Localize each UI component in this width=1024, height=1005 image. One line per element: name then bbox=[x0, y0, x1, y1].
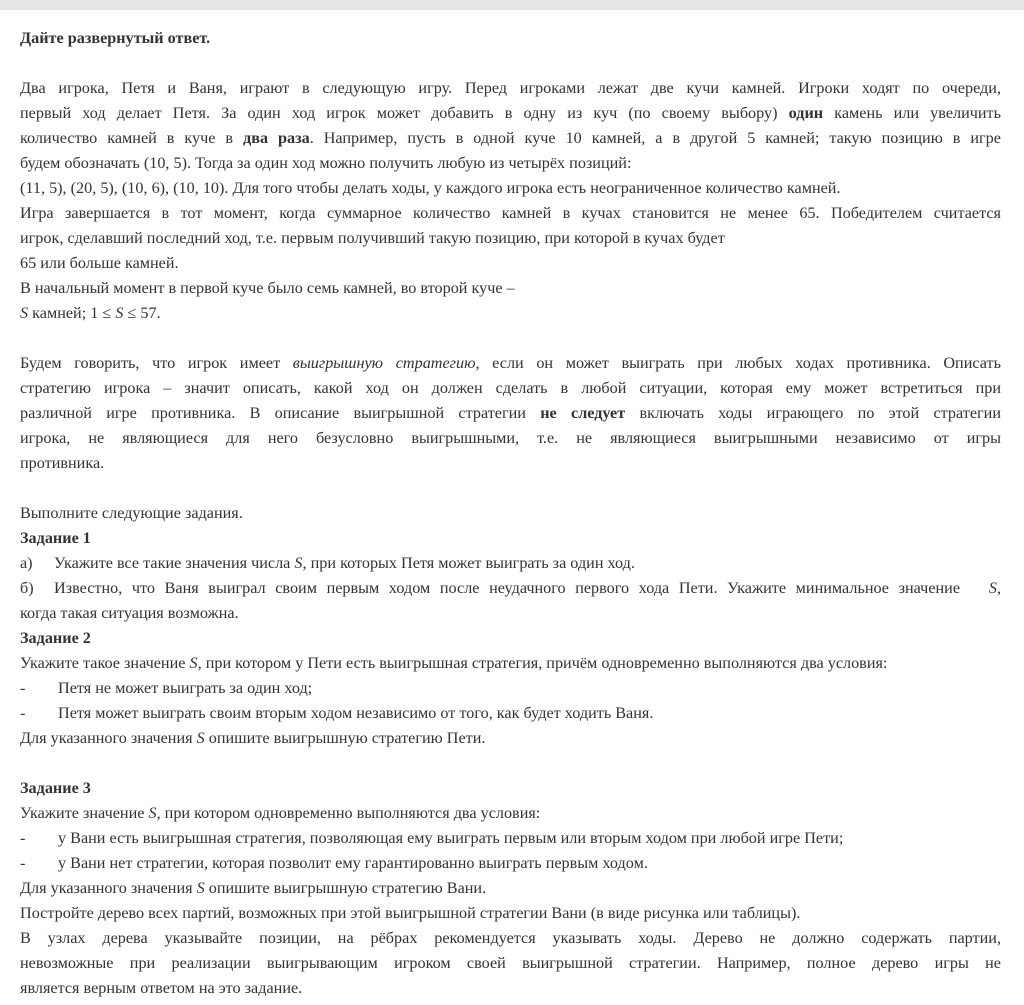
task-3 bbox=[20, 776, 1001, 1001]
strategy-line: различной игре противника. В описание выигрышной стратегии не следует включать ходы играющего по этой стратегии bbox=[20, 404, 1001, 422]
task-1b: б) Известно, что Ваня выиграл своим первым ходом после неудачного первого хода Пети. Укажите минимальное значение S, bbox=[20, 579, 1001, 597]
intro-line: Игра завершается в тот момент, когда суммарное количество камней в кучах становится не менее 65. Победителем считается bbox=[20, 204, 1001, 222]
strategy-line: Будем говорить, что игрок имеет выигрышную стратегию, если он может выиграть при любых ходах противника. Описать bbox=[20, 354, 1001, 372]
tasks-intro: Выполните следующие задания. bbox=[20, 504, 243, 522]
task-1a: а) Укажите все такие значения числа S, при которых Петя может выиграть за один ход. bbox=[20, 554, 635, 572]
strategy-paragraph bbox=[20, 351, 1001, 476]
strategy-line: стратегию игрока – значит описать, какой ход он должен сделать в любой ситуации, которая ему может встретиться при bbox=[20, 379, 1001, 397]
intro-line: 65 или больше камней. bbox=[20, 254, 179, 272]
intro-line: (11, 5), (20, 5), (10, 6), (10, 10). Для того чтобы делать ходы, у каждого игрока есть неограниченное количество камней. bbox=[20, 179, 841, 197]
task-title: Задание 1 bbox=[20, 529, 91, 547]
task-2 bbox=[20, 626, 1001, 751]
task-3-condition: - у Вани есть выигрышная стратегия, позволяющая ему выиграть первым или вторым ходом при любой игре Пети; bbox=[20, 829, 844, 847]
strategy-line: игрока, не являющиеся для него безусловно выигрышными, т.е. не являющиеся выигрышными независимо от игры bbox=[20, 429, 1001, 447]
task-2-condition: - Петя не может выиграть за один ход; bbox=[20, 679, 313, 697]
task-3-tree: Постройте дерево всех партий, возможных при этой выигрышной стратегии Вани (в виде рисунка или таблицы). bbox=[20, 904, 801, 922]
intro-paragraph bbox=[20, 76, 1001, 326]
task-3-note: невозможные при реализации выигрывающим игроком своей выигрышной стратегии. Например, полное дерево игры не bbox=[20, 954, 1001, 972]
intro-line: игрок, сделавший последний ход, т.е. первым получивший такую позицию, при которой в кучах будет bbox=[20, 229, 725, 247]
task-title: Задание 2 bbox=[20, 629, 91, 647]
intro-line: будем обозначать (10, 5). Тогда за один ход можно получить любую из четырёх позиций: bbox=[20, 154, 632, 172]
task-1 bbox=[20, 526, 1001, 626]
task-3-condition: - у Вани нет стратегии, которая позволит ему гарантированно выиграть первым ходом. bbox=[20, 854, 648, 872]
intro-line: количество камней в куче в два раза. Например, пусть в одной куче 10 камней, а в другой 5 камней; такую позицию в игре bbox=[20, 129, 1001, 147]
task-2-footer: Для указанного значения S опишите выигрышную стратегию Пети. bbox=[20, 729, 486, 747]
intro-line: В начальный момент в первой куче было семь камней, во второй куче – bbox=[20, 279, 515, 297]
task-title: Задание 3 bbox=[20, 779, 91, 797]
top-bar bbox=[0, 0, 1024, 10]
task-1b-cont: когда такая ситуация возможна. bbox=[20, 604, 239, 622]
header-title: Дайте развернутый ответ. bbox=[20, 29, 211, 47]
task-2-text: Укажите такое значение S, при котором у Пети есть выигрышная стратегия, причём одновременно выполняются два условия: bbox=[20, 654, 888, 672]
task-3-note: является верным ответом на это задание. bbox=[20, 979, 303, 997]
problem-text bbox=[20, 26, 1001, 1001]
strategy-line: противника. bbox=[20, 454, 105, 472]
intro-line: первый ход делает Петя. За один ход игрок может добавить в одну из куч (по своему выбору) один камень или увеличить bbox=[20, 104, 1001, 122]
intro-line: S камней; 1 ≤ S ≤ 57. bbox=[20, 304, 161, 322]
task-3-text: Укажите значение S, при котором одновременно выполняются два условия: bbox=[20, 804, 541, 822]
task-3-footer: Для указанного значения S опишите выигрышную стратегию Вани. bbox=[20, 879, 487, 897]
intro-line: Два игрока, Петя и Ваня, играют в следующую игру. Перед игроками лежат две кучи камней. Игроки ходят по очереди, bbox=[20, 79, 1001, 97]
task-3-note: В узлах дерева указывайте позиции, на рёбрах рекомендуется указывать ходы. Дерево не должно содержать партии, bbox=[20, 929, 1001, 947]
task-2-condition: - Петя может выиграть своим вторым ходом независимо от того, как будет ходить Ваня. bbox=[20, 704, 654, 722]
